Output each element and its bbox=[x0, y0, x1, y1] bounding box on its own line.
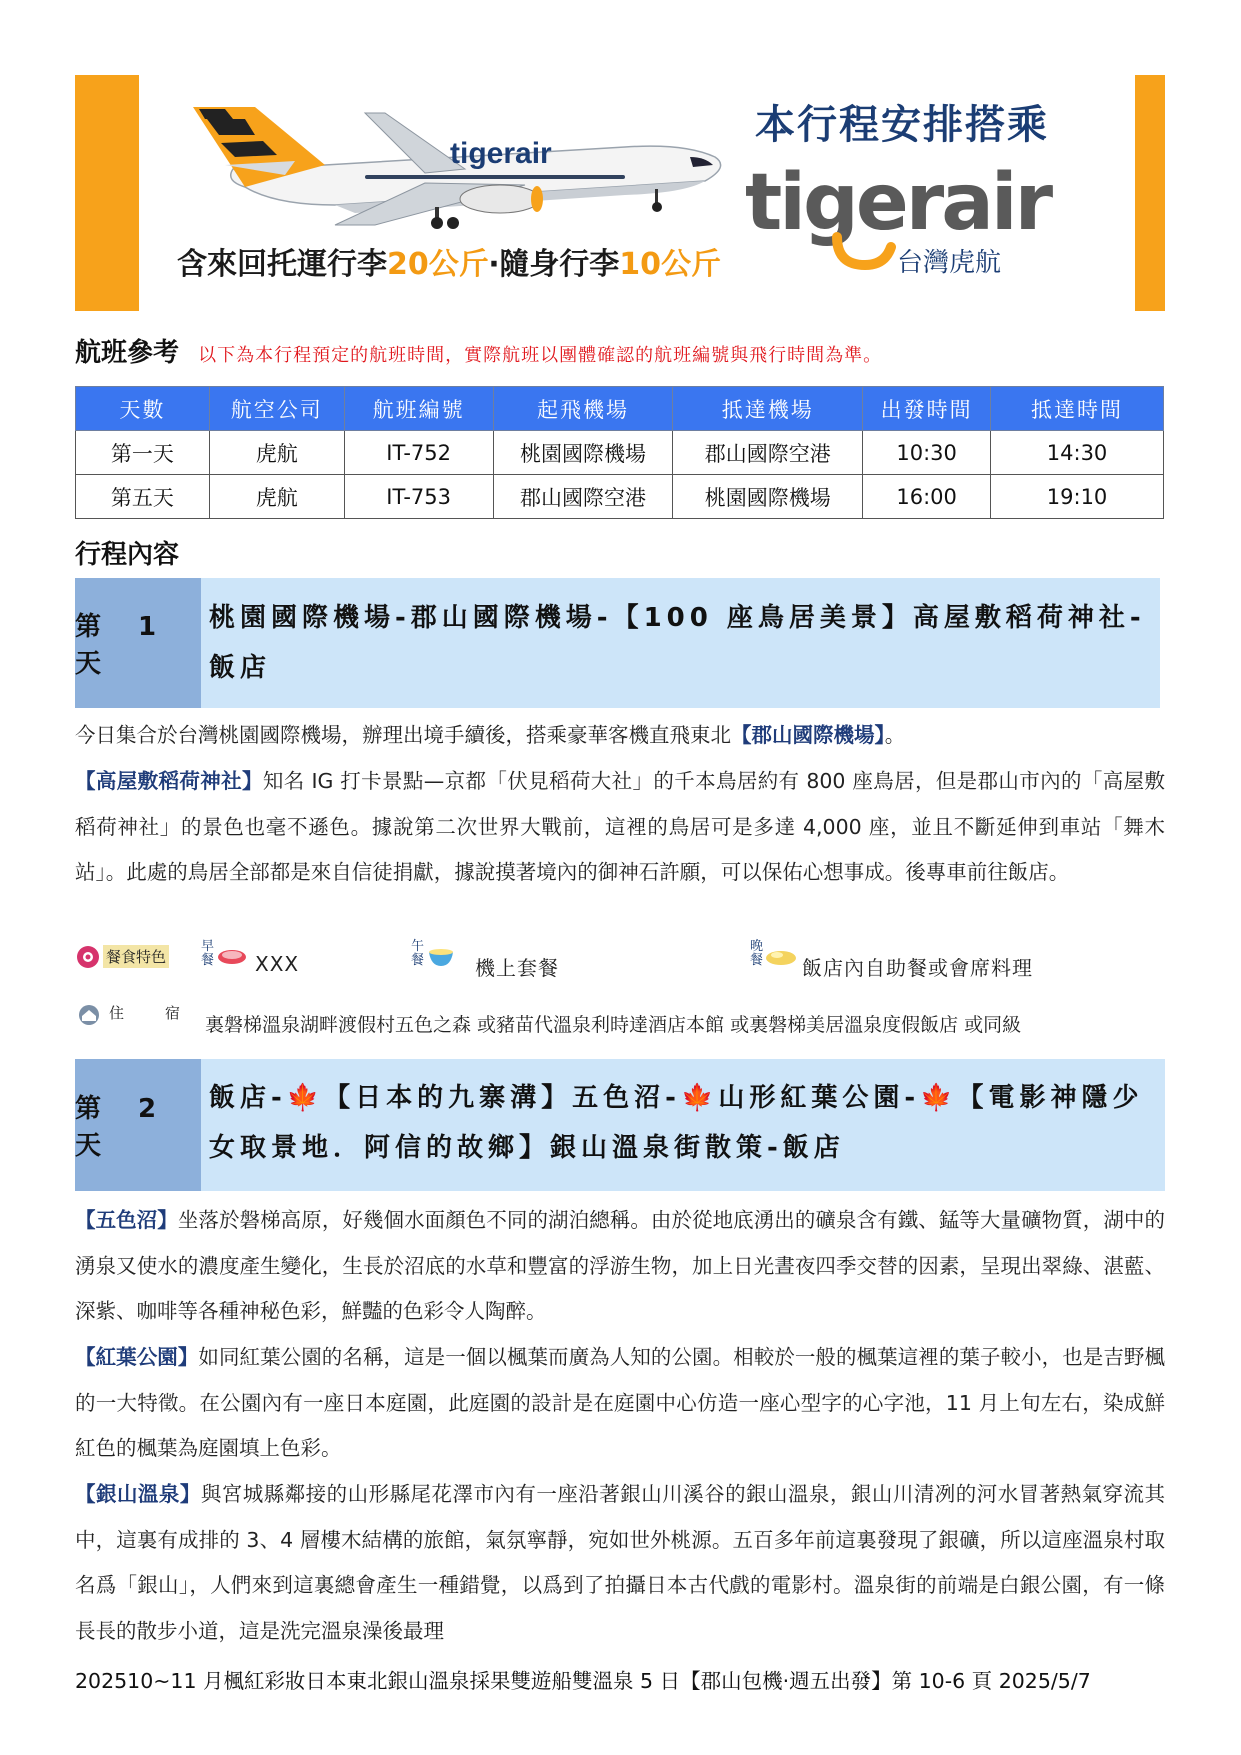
col-header: 抵達機場 bbox=[673, 387, 863, 431]
baggage-prefix: 含來回托運行李 bbox=[177, 247, 387, 282]
meal-badge bbox=[77, 945, 169, 968]
day2-title-c: 山形紅葉公園- bbox=[718, 1083, 921, 1113]
day2-paragraph-3 bbox=[75, 1472, 1165, 1654]
col-header: 出發時間 bbox=[863, 387, 991, 431]
meal-row bbox=[75, 940, 1165, 980]
day2-p2-text: 如同紅葉公園的名稱，這是一個以楓葉而廣為人知的公園。相較於一般的楓葉這裡的葉子較小，也是吉野楓的一大特徵。在公園內有一座日本庭園，此庭園的設計是在庭園中心仿造一座心型字的心字池，11 月上旬左右，染成鮮紅色的楓葉為庭園填上色彩。 bbox=[75, 1345, 1165, 1460]
day1-p1-text: 知名 IG 打卡景點—京都「伏見稻荷大社」的千本鳥居約有 800 座鳥居，但是郡山市內的「高屋敷稻荷神社」的景色也毫不遜色。據說第二次世界大戰前，這裡的鳥居可是多達 4,000 座，並且不斷延伸到車站「舞木站」。此處的鳥居全部都是來自信徒捐獻，據說摸著境內的御神石許願，可以保佑心想事成。後專車前往飯店。 bbox=[75, 769, 1166, 884]
day1-intro-end: 。 bbox=[884, 723, 906, 747]
day1-header bbox=[75, 578, 1160, 708]
day2-p3-text: 與宮城縣鄰接的山形縣尾花澤市內有一座沿著銀山川溪谷的銀山溫泉，銀山川清冽的河水冒著熱氣穿流其中，這裏有成排的 3、4 層樓木結構的旅館，氣氛寧靜，宛如世外桃源。五百多年前這裏發現了銀礦，所以這座溫泉村取名爲「銀山」，人們來到這裏總會產生一種錯覺，以爲到了拍攝日本古代戲的電影村。溫泉街的前端是白銀公園，有一條長長的散步小道，這是洗完溫泉澡後最理 bbox=[75, 1482, 1166, 1643]
table-row bbox=[76, 431, 1164, 475]
day2-paragraph-1 bbox=[75, 1198, 1165, 1335]
table-cell: 14:30 bbox=[991, 431, 1164, 475]
table-cell: 虎航 bbox=[209, 431, 344, 475]
airplane-illustration bbox=[185, 95, 745, 230]
banner-title: 本行程安排搭乘 bbox=[755, 102, 1049, 148]
col-header: 航空公司 bbox=[209, 387, 344, 431]
day2-p2-tag: 【紅葉公園】 bbox=[75, 1345, 199, 1369]
table-cell: 19:10 bbox=[991, 475, 1164, 519]
banner-left-bar bbox=[75, 75, 139, 311]
day2-label: 第 2 天 bbox=[75, 1059, 201, 1191]
itinerary-heading: 行程內容 bbox=[75, 540, 180, 570]
flight-note: 以下為本行程預定的航班時間，實際航班以團體確認的航班編號與飛行時間為準。 bbox=[198, 345, 883, 366]
table-cell: 16:00 bbox=[863, 475, 991, 519]
breakfast-icon bbox=[216, 944, 248, 970]
maple-leaf-icon: 🍁 bbox=[680, 1083, 719, 1113]
table-cell: 第五天 bbox=[76, 475, 210, 519]
baggage-info bbox=[177, 239, 721, 283]
lunch-icon bbox=[426, 944, 456, 972]
day1-intro bbox=[75, 713, 1165, 759]
col-header: 起飛機場 bbox=[493, 387, 673, 431]
day2-title-d: 【電影神隱少女取景地．阿信的故鄉】銀山溫泉街散策-飯店 bbox=[209, 1083, 1144, 1163]
tigerair-logo bbox=[745, 161, 1105, 281]
page-footer: 202510~11 月楓紅彩妝日本東北銀山溫泉採果雙遊船雙溫泉 5 日【郡山包機‧週五出發】第 10-6 頁 2025/5/7 bbox=[75, 1669, 1091, 1693]
day1-title: 桃園國際機場-郡山國際機場-【100 座鳥居美景】高屋敷稻荷神社-飯店 bbox=[209, 603, 1146, 683]
lunch-label: 午餐 bbox=[411, 939, 425, 968]
table-row bbox=[76, 475, 1164, 519]
table-cell: 虎航 bbox=[209, 475, 344, 519]
tigerair-banner bbox=[75, 75, 1165, 311]
table-cell: IT-753 bbox=[344, 475, 493, 519]
day1-intro-text: 今日集合於台灣桃園國際機場，辦理出境手續後，搭乘豪華客機直飛東北 bbox=[75, 723, 731, 747]
table-cell: IT-752 bbox=[344, 431, 493, 475]
col-header: 天數 bbox=[76, 387, 210, 431]
day1-label: 第 1 天 bbox=[75, 578, 201, 708]
table-cell: 郡山國際空港 bbox=[673, 431, 863, 475]
dinner-text: 飯店內自助餐或會席料理 bbox=[802, 956, 1033, 980]
hotel-icon bbox=[77, 1004, 101, 1030]
table-cell: 郡山國際空港 bbox=[493, 475, 673, 519]
day2-title-b: 【日本的九寨溝】五色沼- bbox=[324, 1083, 681, 1113]
meal-label: 餐食特色 bbox=[103, 945, 169, 968]
day2-title-a: 飯店- bbox=[209, 1083, 287, 1113]
col-header: 抵達時間 bbox=[991, 387, 1164, 431]
dinner-icon bbox=[765, 946, 797, 970]
meal-icon bbox=[77, 946, 99, 968]
breakfast-text: XXX bbox=[255, 952, 300, 976]
hotel-text: 裏磐梯溫泉湖畔渡假村五色之森 或豬苗代溫泉利時達酒店本館 或裏磐梯美居溫泉度假飯店 或同級 bbox=[205, 1014, 1022, 1036]
logo-subtext: 台灣虎航 bbox=[897, 248, 1002, 278]
plane-logo-text: tigerair bbox=[450, 137, 552, 170]
table-cell: 桃園國際機場 bbox=[493, 431, 673, 475]
table-cell: 第一天 bbox=[76, 431, 210, 475]
day1-paragraph bbox=[75, 759, 1165, 896]
flight-heading: 航班參考 bbox=[75, 338, 180, 368]
day2-header bbox=[75, 1059, 1165, 1191]
lunch-text: 機上套餐 bbox=[475, 956, 559, 980]
logo-wordmark: tigerair bbox=[745, 161, 1051, 248]
table-cell: 10:30 bbox=[863, 431, 991, 475]
col-header: 航班編號 bbox=[344, 387, 493, 431]
hotel-label-1: 住 bbox=[109, 1004, 125, 1022]
day2-p3-tag: 【銀山溫泉】 bbox=[75, 1482, 201, 1506]
hotel-label-2: 宿 bbox=[165, 1004, 181, 1022]
baggage-checked: 20公斤 bbox=[387, 247, 489, 282]
table-cell: 桃園國際機場 bbox=[673, 475, 863, 519]
maple-leaf-icon: 🍁 bbox=[286, 1083, 325, 1113]
day2-paragraph-2 bbox=[75, 1335, 1165, 1472]
day2-p1-text: 坐落於磐梯高原，好幾個水面顏色不同的湖泊總稱。由於從地底湧出的礦泉含有鐵、錳等大量礦物質，湖中的湧泉又使水的濃度產生變化，生長於沼底的水草和豐富的浮游生物，加上日光晝夜四季交替的因素，呈現出翠綠、湛藍、深紫、咖啡等各種神秘色彩，鮮豔的色彩令人陶醉。 bbox=[75, 1208, 1166, 1323]
dinner-label: 晚餐 bbox=[750, 939, 764, 968]
breakfast-label: 早餐 bbox=[201, 939, 215, 968]
day1-intro-tag: 【郡山國際機場】 bbox=[731, 723, 885, 747]
day2-title bbox=[209, 1073, 1159, 1173]
day1-p1-tag: 【高屋敷稻荷神社】 bbox=[75, 769, 263, 793]
baggage-carry: 10公斤 bbox=[619, 247, 721, 282]
flight-heading-row bbox=[75, 332, 882, 369]
baggage-mid: ‧隨身行李 bbox=[488, 247, 620, 282]
maple-leaf-icon: 🍁 bbox=[920, 1083, 958, 1113]
banner-right-bar bbox=[1135, 75, 1165, 311]
flight-table-header bbox=[76, 387, 1164, 431]
day2-p1-tag: 【五色沼】 bbox=[75, 1208, 178, 1232]
hotel-row bbox=[75, 1002, 1165, 1038]
flight-table bbox=[75, 386, 1164, 519]
